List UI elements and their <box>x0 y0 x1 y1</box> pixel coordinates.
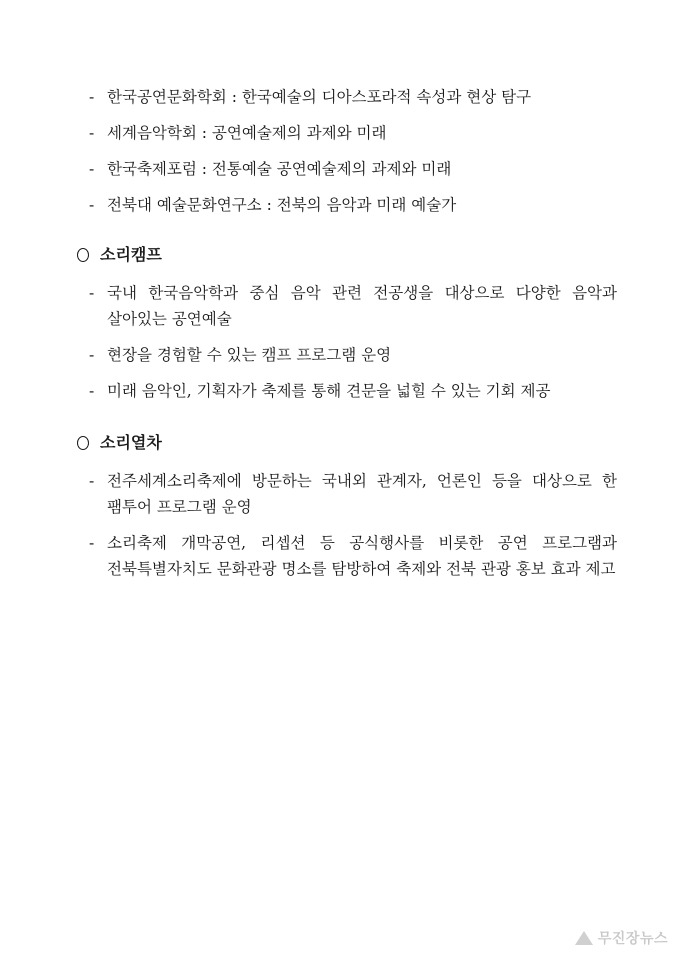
dash-marker: - <box>89 472 95 490</box>
watermark <box>575 928 668 948</box>
list-item <box>89 530 617 582</box>
list-item-text: 세계음악학회 : 공연예술제의 과제와 미래 <box>107 124 387 142</box>
list-item-text: 한국공연문화학회 : 한국예술의 디아스포라적 속성과 현상 탐구 <box>107 88 532 106</box>
section-title-text: 소리열차 <box>100 433 162 452</box>
dash-marker: - <box>89 382 95 400</box>
list-item-text: 미래 음악인, 기획자가 축제를 통해 견문을 넓힐 수 있는 기회 제공 <box>107 382 551 400</box>
list-item <box>89 378 617 404</box>
list-item <box>89 84 617 110</box>
list-item-text: 전북대 예술문화연구소 : 전북의 음악과 미래 예술가 <box>107 196 457 214</box>
list-item <box>89 468 617 520</box>
list-item <box>89 342 617 368</box>
section-heading <box>77 432 617 454</box>
section-sori-train <box>77 432 617 592</box>
list-item <box>89 280 617 332</box>
section-sori-camp <box>77 244 617 414</box>
list-item-text: 국내 한국음악학과 중심 음악 관련 전공생을 대상으로 다양한 음악과 살아있는 공연예술 <box>107 284 617 328</box>
list-item-text: 한국축제포럼 : 전통예술 공연예술제의 과제와 미래 <box>107 160 452 178</box>
list-item <box>89 156 617 182</box>
dash-marker: - <box>89 534 95 552</box>
list-item <box>89 120 617 146</box>
list-item <box>89 192 617 218</box>
circle-bullet-icon <box>77 436 89 450</box>
section-title-text: 소리캠프 <box>100 245 162 264</box>
list-item-text: 소리축제 개막공연, 리셉션 등 공식행사를 비롯한 공연 프로그램과 전북특별자치도 문화관광 명소를 탐방하여 축제와 전북 관광 홍보 효과 제고 <box>107 534 617 578</box>
dash-marker: - <box>89 88 95 106</box>
circle-bullet-icon <box>77 248 89 262</box>
list-item-text: 전주세계소리축제에 방문하는 국내외 관계자, 언론인 등을 대상으로 한 팸투어 프로그램 운영 <box>107 472 617 516</box>
conference-bullet-list <box>89 84 617 228</box>
dash-marker: - <box>89 346 95 364</box>
dash-marker: - <box>89 196 95 214</box>
section-heading <box>77 244 617 266</box>
dash-marker: - <box>89 160 95 178</box>
dash-marker: - <box>89 284 95 302</box>
mountain-logo-icon <box>575 931 593 945</box>
list-item-text: 현장을 경험할 수 있는 캠프 프로그램 운영 <box>107 346 392 364</box>
watermark-text: 무진장뉴스 <box>597 931 668 947</box>
dash-marker: - <box>89 124 95 142</box>
